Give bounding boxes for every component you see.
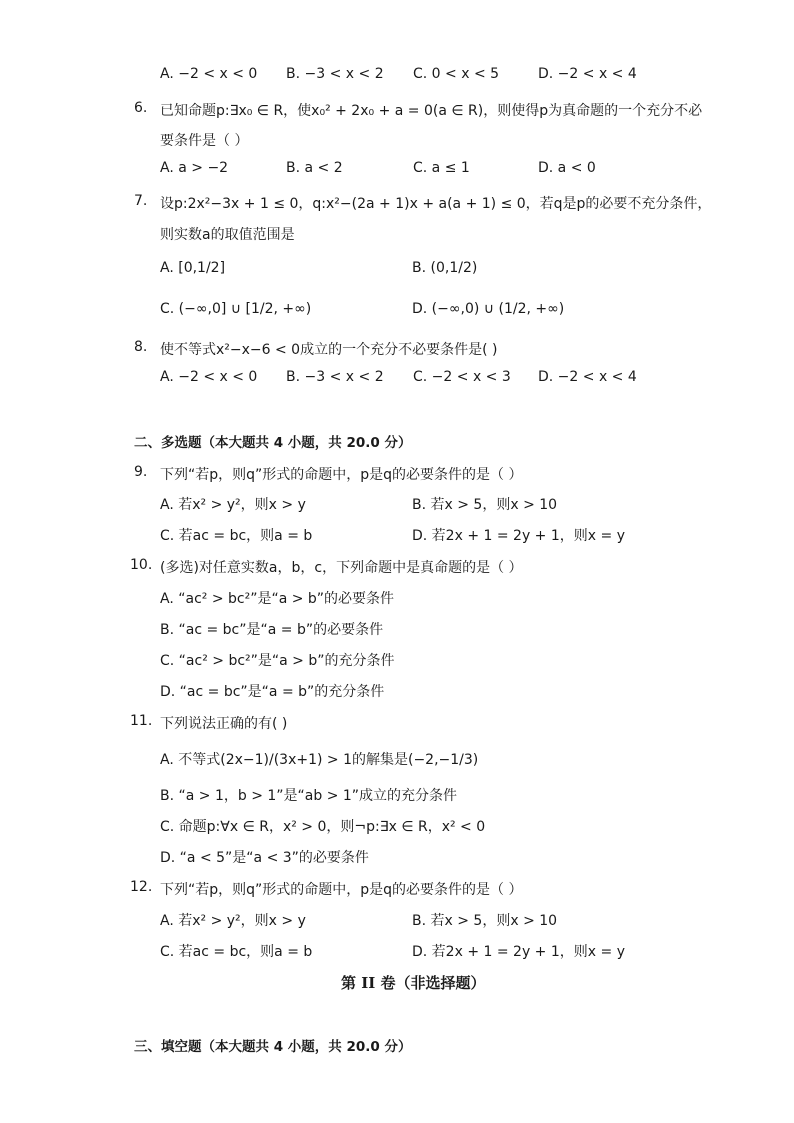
q9-stem-line1: 下列“若p，则q”形式的命题中，p是q的必要条件的是（ ） — [160, 467, 523, 483]
q11-number: 11. — [130, 713, 153, 729]
q7-number: 7. — [134, 193, 148, 209]
q7-option-d: D. (−∞,0) ∪ (1/2, +∞) — [412, 301, 565, 317]
q7-option-c: C. (−∞,0] ∪ [1/2, +∞) — [160, 301, 312, 317]
q7-stem-line2: 则实数a的取值范围是 — [160, 227, 295, 243]
q11-stem-line1: 下列说法正确的有( ) — [160, 716, 288, 732]
section-2-heading: 二、多选题（本大题共 4 小题，共 20.0 分） — [134, 435, 412, 451]
q6-option-a: A. a > −2 — [160, 160, 229, 176]
q12-option-d: D. 若2x + 1 = 2y + 1，则x = y — [412, 944, 625, 960]
q10-stem-line1: (多选)对任意实数a，b，c，下列命题中是真命题的是（ ） — [160, 560, 523, 576]
q6-option-c: C. a ≤ 1 — [413, 160, 470, 176]
q5-option-d: D. −2 < x < 4 — [538, 66, 637, 82]
q9-option-b: B. 若x > 5，则x > 10 — [412, 497, 558, 513]
q6-option-d: D. a < 0 — [538, 160, 596, 176]
q11-option-a: A. 不等式(2x−1)/(3x+1) > 1的解集是(−2,−1/3) — [160, 752, 479, 768]
q6-number: 6. — [134, 100, 148, 116]
q12-option-a: A. 若x² > y²，则x > y — [160, 913, 306, 929]
q8-number: 8. — [134, 339, 148, 355]
q9-number: 9. — [134, 464, 148, 480]
q8-option-a: A. −2 < x < 0 — [160, 369, 258, 385]
q12-number: 12. — [130, 879, 153, 895]
q9-option-d: D. 若2x + 1 = 2y + 1，则x = y — [412, 528, 625, 544]
section-3-heading: 三、填空题（本大题共 4 小题，共 20.0 分） — [134, 1039, 412, 1055]
q12-stem-line1: 下列“若p，则q”形式的命题中，p是q的必要条件的是（ ） — [160, 882, 523, 898]
q11-option-b: B. “a > 1，b > 1”是“ab > 1”成立的充分条件 — [160, 788, 458, 804]
q9-option-c: C. 若ac = bc，则a = b — [160, 528, 313, 544]
q11-option-c: C. 命题p:∀x ∈ R，x² > 0，则¬p:∃x ∈ R，x² < 0 — [160, 819, 486, 835]
q7-stem-line1: 设p:2x²−3x + 1 ≤ 0，q:x²−(2a + 1)x + a(a + 1) ≤ 0，若q是p的必要不充分条件， — [160, 196, 712, 212]
q6-stem-line2: 要条件是（ ） — [160, 133, 249, 149]
q8-stem-line1: 使不等式x²−x−6 < 0成立的一个充分不必要条件是( ) — [160, 342, 498, 358]
q10-option-d: D. “ac = bc”是“a = b”的充分条件 — [160, 684, 385, 700]
q6-option-b: B. a < 2 — [286, 160, 343, 176]
q7-option-a: A. [0,1/2] — [160, 260, 226, 276]
q7-option-b: B. (0,1/2) — [412, 260, 478, 276]
q9-option-a: A. 若x² > y²，则x > y — [160, 497, 306, 513]
q5-option-c: C. 0 < x < 5 — [413, 66, 500, 82]
q8-option-b: B. −3 < x < 2 — [286, 369, 384, 385]
q10-option-a: A. “ac² > bc²”是“a > b”的必要条件 — [160, 591, 395, 607]
q5-option-a: A. −2 < x < 0 — [160, 66, 258, 82]
q10-option-b: B. “ac = bc”是“a = b”的必要条件 — [160, 622, 384, 638]
part-2-title: 第 II 卷（非选择题） — [341, 974, 486, 992]
q12-option-b: B. 若x > 5，则x > 10 — [412, 913, 558, 929]
q11-option-d: D. “a < 5”是“a < 3”的必要条件 — [160, 850, 369, 866]
q8-option-d: D. −2 < x < 4 — [538, 369, 637, 385]
q8-option-c: C. −2 < x < 3 — [413, 369, 511, 385]
q12-option-c: C. 若ac = bc，则a = b — [160, 944, 313, 960]
q6-stem-line1: 已知命题p:∃x₀ ∈ R，使x₀² + 2x₀ + a = 0(a ∈ R)，则使得p为真命题的一个充分不必 — [160, 103, 703, 119]
q10-option-c: C. “ac² > bc²”是“a > b”的充分条件 — [160, 653, 395, 669]
q5-option-b: B. −3 < x < 2 — [286, 66, 384, 82]
q10-number: 10. — [130, 557, 153, 573]
